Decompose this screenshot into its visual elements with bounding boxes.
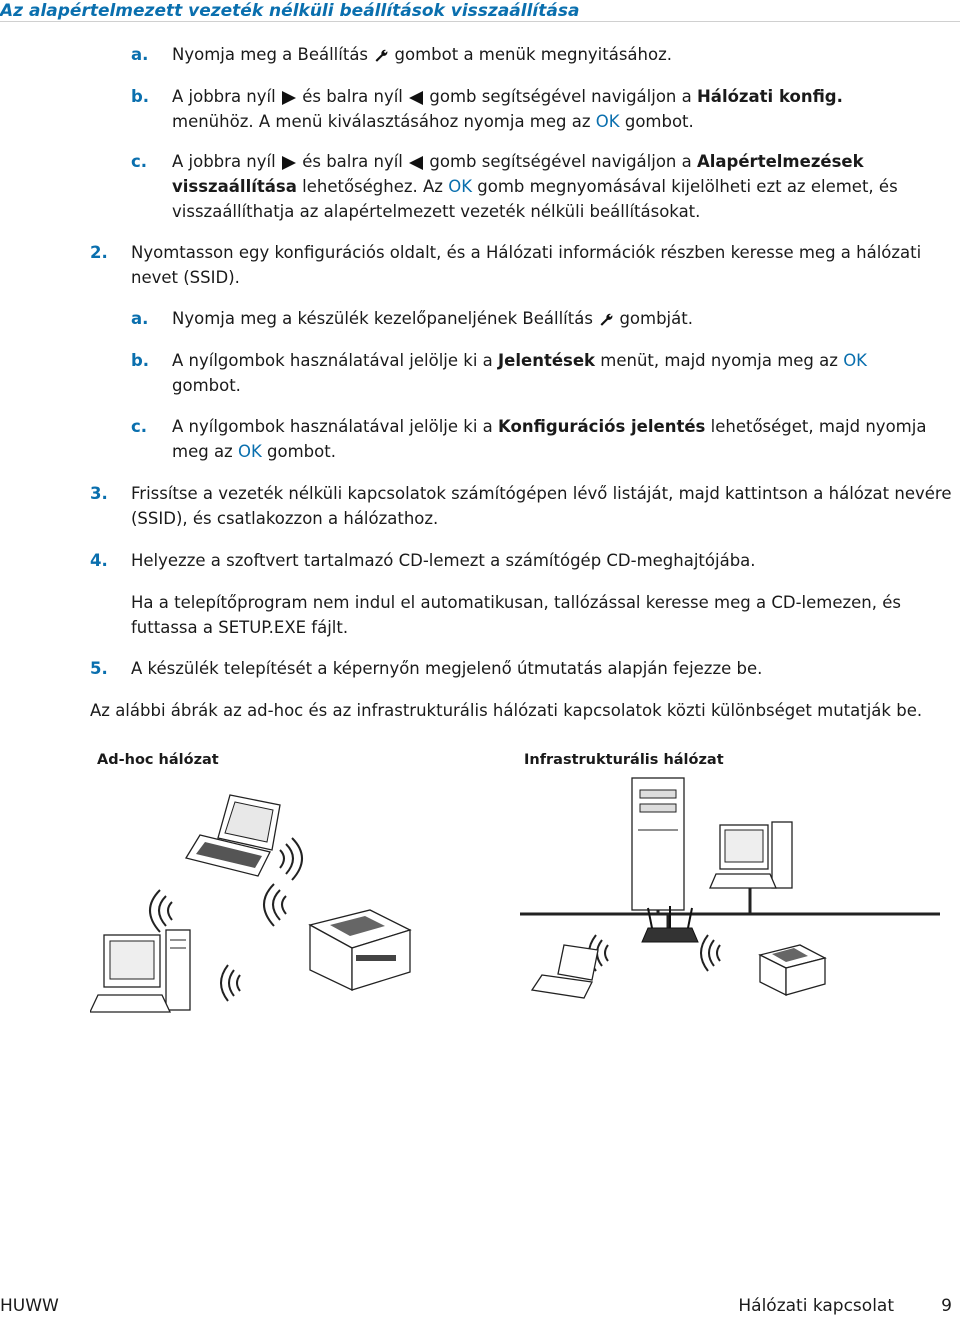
step-1a-text <box>172 42 672 67</box>
left-arrow-icon <box>408 155 424 171</box>
right-arrow-icon <box>281 90 297 106</box>
step-5-line1: A készülék telepítését a képernyőn megjelenő útmutatás alapján fejezze be. <box>131 659 763 678</box>
wireless-router-icon <box>642 906 698 942</box>
step-1c-line1 <box>172 149 864 174</box>
desktop-computer-icon <box>710 822 792 888</box>
step-2c-label: c. <box>131 417 148 436</box>
adhoc-figure-title: Ad-hoc hálózat <box>97 752 219 768</box>
right-arrow-icon <box>281 155 297 171</box>
text-part: gomb segítségével navigáljon a <box>429 152 692 171</box>
text-part: és balra nyíl <box>302 152 403 171</box>
text-part: lehetőséget, majd nyomja <box>710 417 927 436</box>
text-part: A nyílgombok használatával jelölje ki a <box>172 351 493 370</box>
menu-name-bold: Hálózati konfig. <box>697 87 843 106</box>
step-4-note-line1: Ha a telepítőprogram nem indul el automatikusan, tallózással keresse meg a CD-lemezen, és <box>131 593 901 612</box>
footer-left: HUWW <box>0 1296 59 1316</box>
step-2-line1: Nyomtasson egy konfigurációs oldalt, és a Hálózati információk részben keresse meg a hálózati <box>131 243 922 262</box>
step-1c-line2 <box>172 174 898 199</box>
text-part: gombot. <box>624 112 694 131</box>
text-part: meg az <box>172 442 233 461</box>
step-1a-text-part: Nyomja meg a Beállítás <box>172 45 369 64</box>
step-2-line2: nevet (SSID). <box>131 268 240 287</box>
text-part: A jobbra nyíl <box>172 87 276 106</box>
desktop-computer-icon <box>90 930 190 1012</box>
printer-icon <box>310 910 410 990</box>
step-1b-label: b. <box>131 87 150 106</box>
text-part: gombot. <box>267 442 336 461</box>
text-part: és balra nyíl <box>302 87 403 106</box>
text-part: gomb segítségével navigáljon a <box>429 87 692 106</box>
step-2c-line2 <box>172 439 336 464</box>
text-part: Nyomja meg a készülék kezelőpaneljének Beállítás <box>172 309 593 328</box>
laptop-icon <box>532 945 598 998</box>
step-1c-line3: visszaállíthatja az alapértelmezett vezeték nélküli beállításokat. <box>172 202 701 221</box>
ok-key: OK <box>843 351 867 370</box>
wireless-signal-icon <box>150 890 172 932</box>
ok-key: OK <box>595 112 620 131</box>
footer-section: Hálózati kapcsolat <box>738 1296 894 1316</box>
ok-key: OK <box>448 177 473 196</box>
wireless-signal-icon <box>701 935 720 971</box>
ok-key: OK <box>237 442 262 461</box>
page-title: Az alapértelmezett vezeték nélküli beállítások visszaállítása <box>0 0 960 22</box>
adhoc-network-diagram <box>90 780 430 1020</box>
step-1a-label: a. <box>131 45 149 64</box>
server-icon <box>632 778 684 910</box>
menu-name-bold: Jelentések <box>498 351 596 370</box>
text-part: menüt, majd nyomja meg az <box>600 351 838 370</box>
text-part: menühöz. A menü kiválasztásához nyomja meg az <box>172 112 591 131</box>
text-part: gomb megnyomásával kijelölheti ezt az elemet, és <box>477 177 898 196</box>
page-number: 9 <box>941 1296 952 1316</box>
infrastructure-network-diagram <box>520 770 940 1020</box>
text-part: lehetőséghez. Az <box>302 177 443 196</box>
step-1c-label: c. <box>131 152 148 171</box>
step-4-note-line2: futtassa a SETUP.EXE fájlt. <box>131 618 349 637</box>
text-part: gombját. <box>619 309 693 328</box>
step-2c-line1 <box>172 414 926 439</box>
step-2b-line1 <box>172 348 867 373</box>
wireless-signal-icon <box>264 884 286 926</box>
text-part: A nyílgombok használatával jelölje ki a <box>172 417 493 436</box>
printer-icon <box>760 945 825 995</box>
step-3-line2: (SSID), és csatlakozzon a hálózathoz. <box>131 509 439 528</box>
step-3-label: 3. <box>90 484 108 503</box>
left-arrow-icon <box>408 90 424 106</box>
step-2a-label: a. <box>131 309 149 328</box>
wrench-icon <box>373 48 389 64</box>
step-3-line1: Frissítse a vezeték nélküli kapcsolatok számítógépen lévő listáját, majd kattintson a hálózat nevére <box>131 484 952 503</box>
step-2-label: 2. <box>90 243 108 262</box>
step-1b-line2 <box>172 109 694 134</box>
menu-name-bold: visszaállítása <box>172 177 297 196</box>
menu-name-bold: Alapértelmezések <box>697 152 864 171</box>
infra-figure-title: Infrastrukturális hálózat <box>524 752 724 768</box>
wireless-signal-icon <box>221 965 240 1001</box>
step-2b-label: b. <box>131 351 150 370</box>
step-2b-line2: gombot. <box>172 376 241 395</box>
laptop-icon <box>186 795 280 876</box>
step-5-label: 5. <box>90 659 108 678</box>
step-2a-text <box>172 306 693 331</box>
text-part: A jobbra nyíl <box>172 152 276 171</box>
menu-name-bold: Konfigurációs jelentés <box>498 417 706 436</box>
step-4-label: 4. <box>90 551 108 570</box>
step-1b-line1 <box>172 84 843 109</box>
figures-intro: Az alábbi ábrák az ad-hoc és az infrastrukturális hálózati kapcsolatok közti különbséget mutatják be. <box>90 701 923 720</box>
wrench-icon <box>598 312 614 328</box>
step-4-line1: Helyezze a szoftvert tartalmazó CD-lemezt a számítógép CD-meghajtójába. <box>131 551 756 570</box>
step-1a-text-part: gombot a menük megnyitásához. <box>394 45 673 64</box>
wireless-signal-icon <box>280 838 302 880</box>
